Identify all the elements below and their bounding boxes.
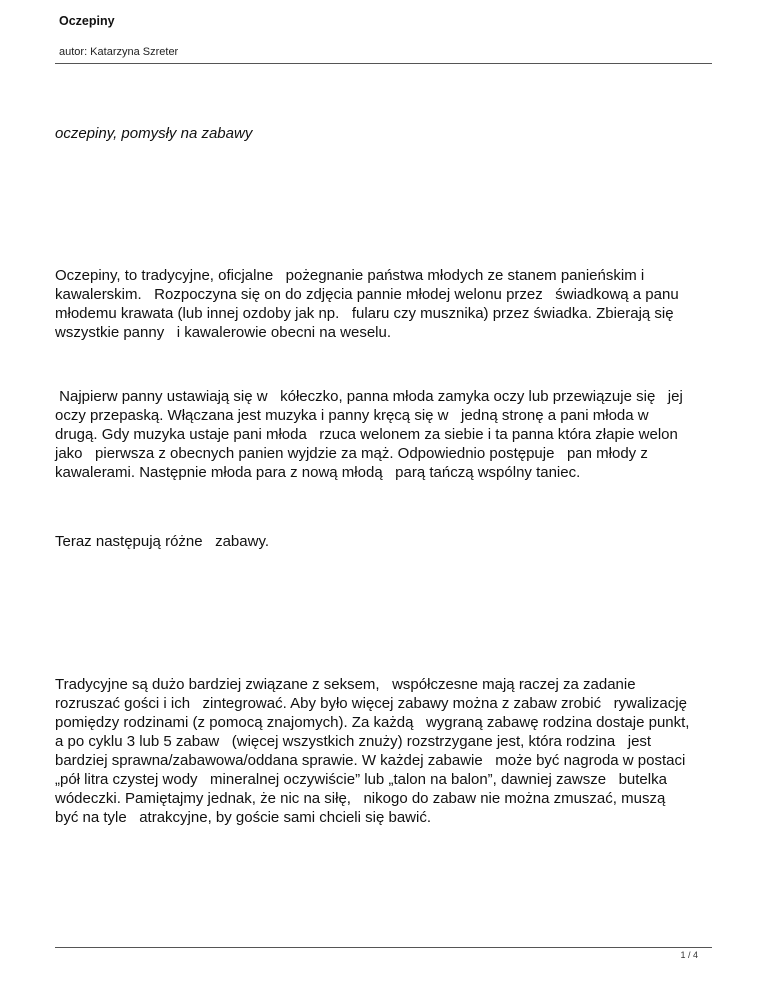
paragraph-veil-ritual: Najpierw panny ustawiają się w kółeczko, panna młoda zamyka oczy lub przewiązuje się jej oczy przepaską. Włączana jest muzyka i panny kręcą się w jedną stronę a pani młoda w drugą. Gdy muzyka ustaje pani młoda rzuca welonem za siebie i ta panna która złapie welon jako pierwsza z obecnych panien wyjdzie za mąż. Odpowiednio postępuje pan młody z kawalerami. Następnie młoda para z nową młodą parą tańczą wspólny taniec. — [55, 388, 683, 481]
page-number: 1 / 4 — [680, 950, 698, 960]
author-line: autor: Katarzyna Szreter — [59, 46, 179, 58]
document-title: Oczepiny — [59, 14, 115, 28]
footer-divider — [55, 947, 712, 948]
paragraph-games-description: Tradycyjne są dużo bardziej związane z seksem, współczesne mają raczej za zadanie rozruszać gości i ich zintegrować. Aby było więcej zabawy można z zabaw zrobić rywalizację pomiędzy rodzinami (z pomocą znajomych). Za każdą wygraną zabawę rodzina dostaje punkt, a po cyklu 3 lub 5 zabaw (więcej wszystkich znuży) rozstrzygane jest, która rodzina jest bardziej sprawna/zabawowa/oddana sprawie. W każdej zabawie może być nagroda w postaci „pół litra czystej wody mineralnej oczywiście” lub „talon na balon”, dawniej zawsze butelka wódeczki. Pamiętajmy jednak, że nic na siłę, nikogo do zabaw nie można zmuszać, muszą być na tyle atrakcyjne, by goście sami chcieli się bawić. — [55, 676, 690, 826]
paragraph-games-intro: Teraz następują różne zabawy. — [55, 533, 270, 550]
article-subtitle: oczepiny, pomysły na zabawy — [55, 125, 253, 142]
paragraph-intro: Oczepiny, to tradycyjne, oficjalne pożegnanie państwa młodych ze stanem panieńskim i kawalerskim. Rozpoczyna się on do zdjęcia pannie młodej welonu przez świadkową a panu młodemu krawata (lub innej ozdoby jak np. fularu czy musznika) przez świadka. Zbierają się wszystkie panny i kawalerowie obecni na weselu. — [55, 267, 679, 341]
header-divider — [55, 63, 712, 64]
